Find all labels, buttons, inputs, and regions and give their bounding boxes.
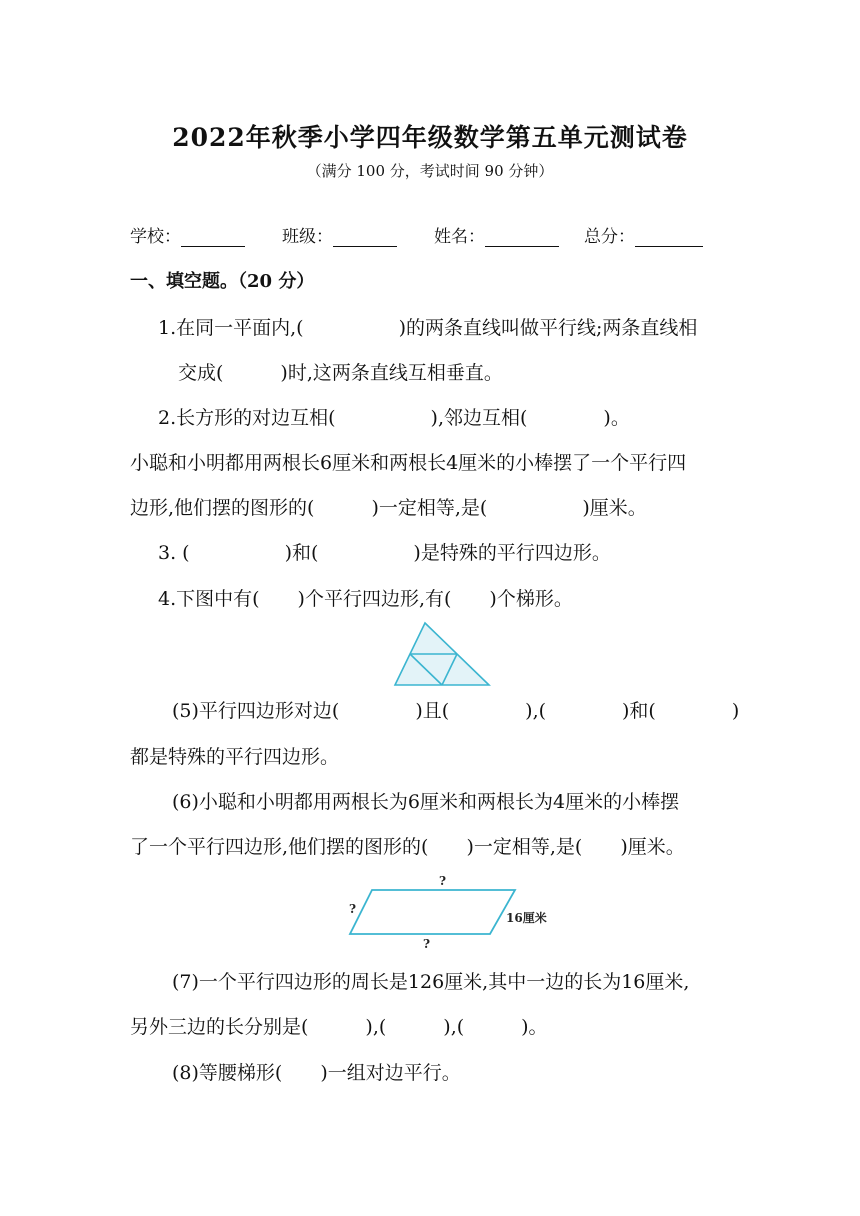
triangle-figure xyxy=(392,619,494,689)
page-title: 2022年秋季小学四年级数学第五单元测试卷 xyxy=(172,123,688,152)
question-4: 4.下图中有( )个平行四边形,有( )个梯形。 xyxy=(158,588,573,610)
total-field xyxy=(584,222,703,247)
class-label: 班级： xyxy=(282,227,333,247)
right-side-label: 16厘米 xyxy=(506,911,547,925)
question-7-line-2: 另外三边的长分别是( ),( ),( )。 xyxy=(130,1016,548,1038)
question-2-extra-line-2: 边形,他们摆的图形的( )一定相等,是( )厘米。 xyxy=(130,497,647,519)
name-label: 姓名： xyxy=(434,227,485,247)
question-6-line-1: (6)小聪和小明都用两根长为6厘米和两根长为4厘米的小棒摆 xyxy=(172,791,680,813)
page-subtitle: （满分 100 分，考试时间 90 分钟） xyxy=(306,162,554,180)
question-5-line-2: 都是特殊的平行四边形。 xyxy=(130,746,340,768)
school-field xyxy=(130,222,245,247)
parallelogram-figure xyxy=(340,872,560,952)
parallelogram-shape xyxy=(350,890,515,934)
name-field xyxy=(434,222,559,247)
question-2-extra-line-1: 小聪和小明都用两根长6厘米和两根长4厘米的小棒摆了一个平行四 xyxy=(130,452,687,474)
school-label: 学校： xyxy=(130,227,181,247)
question-8: (8)等腰梯形( )一组对边平行。 xyxy=(172,1062,461,1084)
total-blank[interactable] xyxy=(635,228,703,247)
question-3: 3. ( )和( )是特殊的平行四边形。 xyxy=(158,542,611,564)
question-1-line-2: 交成( )时,这两条直线互相垂直。 xyxy=(178,362,503,384)
question-2: 2.长方形的对边互相( ),邻边互相( )。 xyxy=(158,407,630,429)
question-1-line-1: 1.在同一平面内,( )的两条直线叫做平行线;两条直线相 xyxy=(158,317,698,339)
question-5-line-1: (5)平行四边形对边( )且( ),( )和( ) xyxy=(172,700,740,722)
question-7-line-1: (7)一个平行四边形的周长是126厘米,其中一边的长为16厘米, xyxy=(172,971,690,993)
class-field xyxy=(282,222,397,247)
question-6-line-2: 了一个平行四边形,他们摆的图形的( )一定相等,是( )厘米。 xyxy=(130,836,685,858)
top-side-label: ? xyxy=(439,874,447,888)
total-label: 总分： xyxy=(584,227,635,247)
name-blank[interactable] xyxy=(485,228,559,247)
section-heading: 一、填空题。（20 分） xyxy=(130,271,315,292)
bottom-side-label: ? xyxy=(423,937,431,951)
school-blank[interactable] xyxy=(181,228,245,247)
left-side-label: ? xyxy=(349,902,357,916)
class-blank[interactable] xyxy=(333,228,397,247)
